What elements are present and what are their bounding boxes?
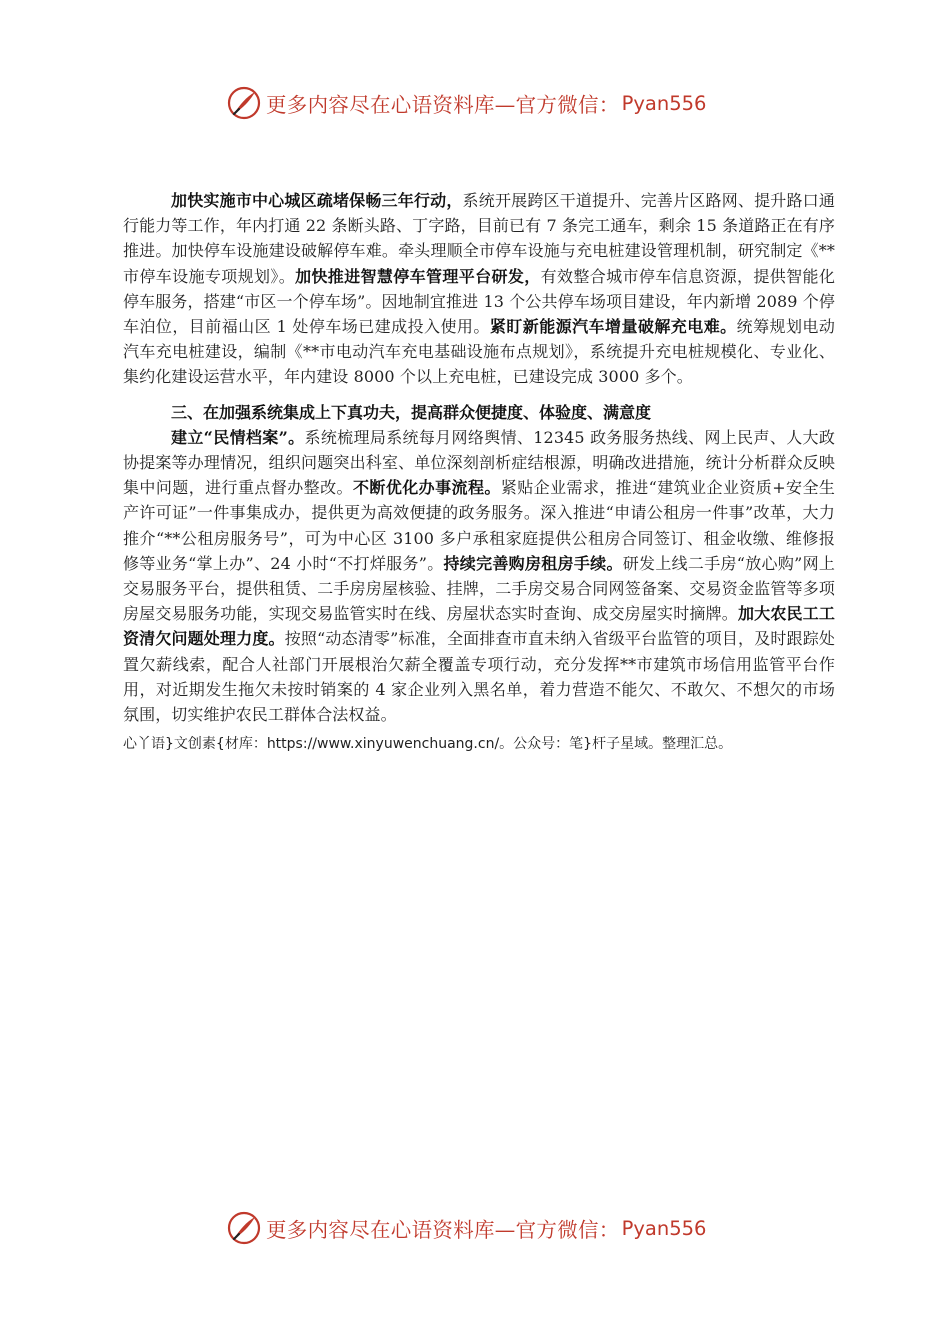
feather-pen-logo-icon — [226, 85, 262, 121]
body-text: 按照“动态清零”标准，全面排查市直未纳入省级平台监管的项目，及时跟踪处置欠薪线索，配合人社部门开展根治欠薪全覆盖专项行动，充分发挥**市建筑市场信用监管平台作用，对近期发生拖欠未按时销案的 4 家企业列入黑名单，着力营造不能欠、不敢欠、不想欠的市场氛围，切实维护农民工群体合法权益。 — [123, 629, 835, 725]
emphasis-text: 不断优化办事流程。 — [352, 478, 501, 498]
header-banner-text: 更多内容尽在心语资料库—官方微信： — [266, 93, 620, 117]
body-text: 有效整合城市停车信息资源，提供智能化停车服务，搭建“市区一个停车场”。因地制宜推进 13 个公共停车场项目建设，年内新增 2089 个停车泊位，目前福山区 1 处停车场已建成投入使用。 — [123, 266, 835, 337]
source-note: 心丫语}文创素{材库：https://www.xinyuwenchuang.cn/。公众号：笔}杆子星域。整理汇总。 — [123, 736, 733, 753]
emphasis-text: 建立“民情档案”。 — [171, 427, 305, 447]
body-text: 系统梳理局系统每月网络舆情、12345 政务服务热线、网上民声、人大政协提案等办理情况，组织问题突出科室、单位深刻剖析症结根源，明确改进措施，统计分析群众反映集中问题，进行重点督办整改。 — [123, 427, 835, 498]
footer-banner — [226, 1208, 706, 1248]
emphasis-text: 加大农民工工资清欠问题处理力度。 — [123, 604, 835, 649]
emphasis-text: 紧盯新能源汽车增量破解充电难。 — [489, 317, 737, 337]
header-banner — [226, 83, 706, 123]
feather-pen-logo-icon — [226, 1210, 262, 1246]
section-heading: 三、在加强系统集成上下真功夫，提高群众便捷度、体验度、满意度 — [171, 402, 652, 422]
body-text: 统筹规划电动汽车充电桩建设，编制《**市电动汽车充电基础设施布点规划》，系统提升充电桩规模化、专业化、集约化建设运营水平，年内建设 8000 个以上充电桩，已建设完成 3000 多个。 — [123, 317, 835, 387]
emphasis-text: 加快推进智慧停车管理平台研发， — [295, 266, 541, 286]
emphasis-text: 加快实施市中心城区疏堵保畅三年行动， — [171, 191, 463, 210]
footer-banner-contact: Pyan556 — [621, 1216, 707, 1240]
footer-banner-text: 更多内容尽在心语资料库—官方微信： — [266, 1218, 620, 1242]
body-text: 系统开展跨区干道提升、完善片区路网、提升路口通行能力等工作，年内打通 22 条断头路、丁字路，目前已有 7 条完工通车，剩余 15 条道路正在有序推进。加快停车设施建设破解停车难。牵头理顺全市停车设施与充电桩建设管理机制，研究制定《**市停车设施专项规划》。 — [123, 191, 835, 286]
document-body — [123, 188, 835, 755]
paragraph-traffic-parking — [123, 188, 835, 390]
emphasis-text: 持续完善购房租房手续。 — [443, 553, 623, 573]
body-text: 研发上线二手房“放心购”网上交易服务平台，提供租赁、二手房房屋核验、挂牌，二手房交易合同网签备案、交易资金监管等多项房屋交易服务功能，实现交易监管实时在线、房屋状态实时查询、成交房屋实时摘牌。 — [123, 553, 835, 624]
body-text: 紧贴企业需求，推进“建筑业企业资质+安全生产许可证”一件事集成办，提供更为高效便捷的政务服务。深入推进“申请公租房一件事”改革，大力推介“**公租房服务号”，可为中心区 3100 多户承租家庭提供公租房合同签订、租金收缴、维修报修等业务“掌上办”、24 小时“不打烊服务”。 — [123, 478, 836, 573]
paragraph-public-service — [123, 425, 835, 727]
header-banner-contact: Pyan556 — [621, 91, 707, 115]
